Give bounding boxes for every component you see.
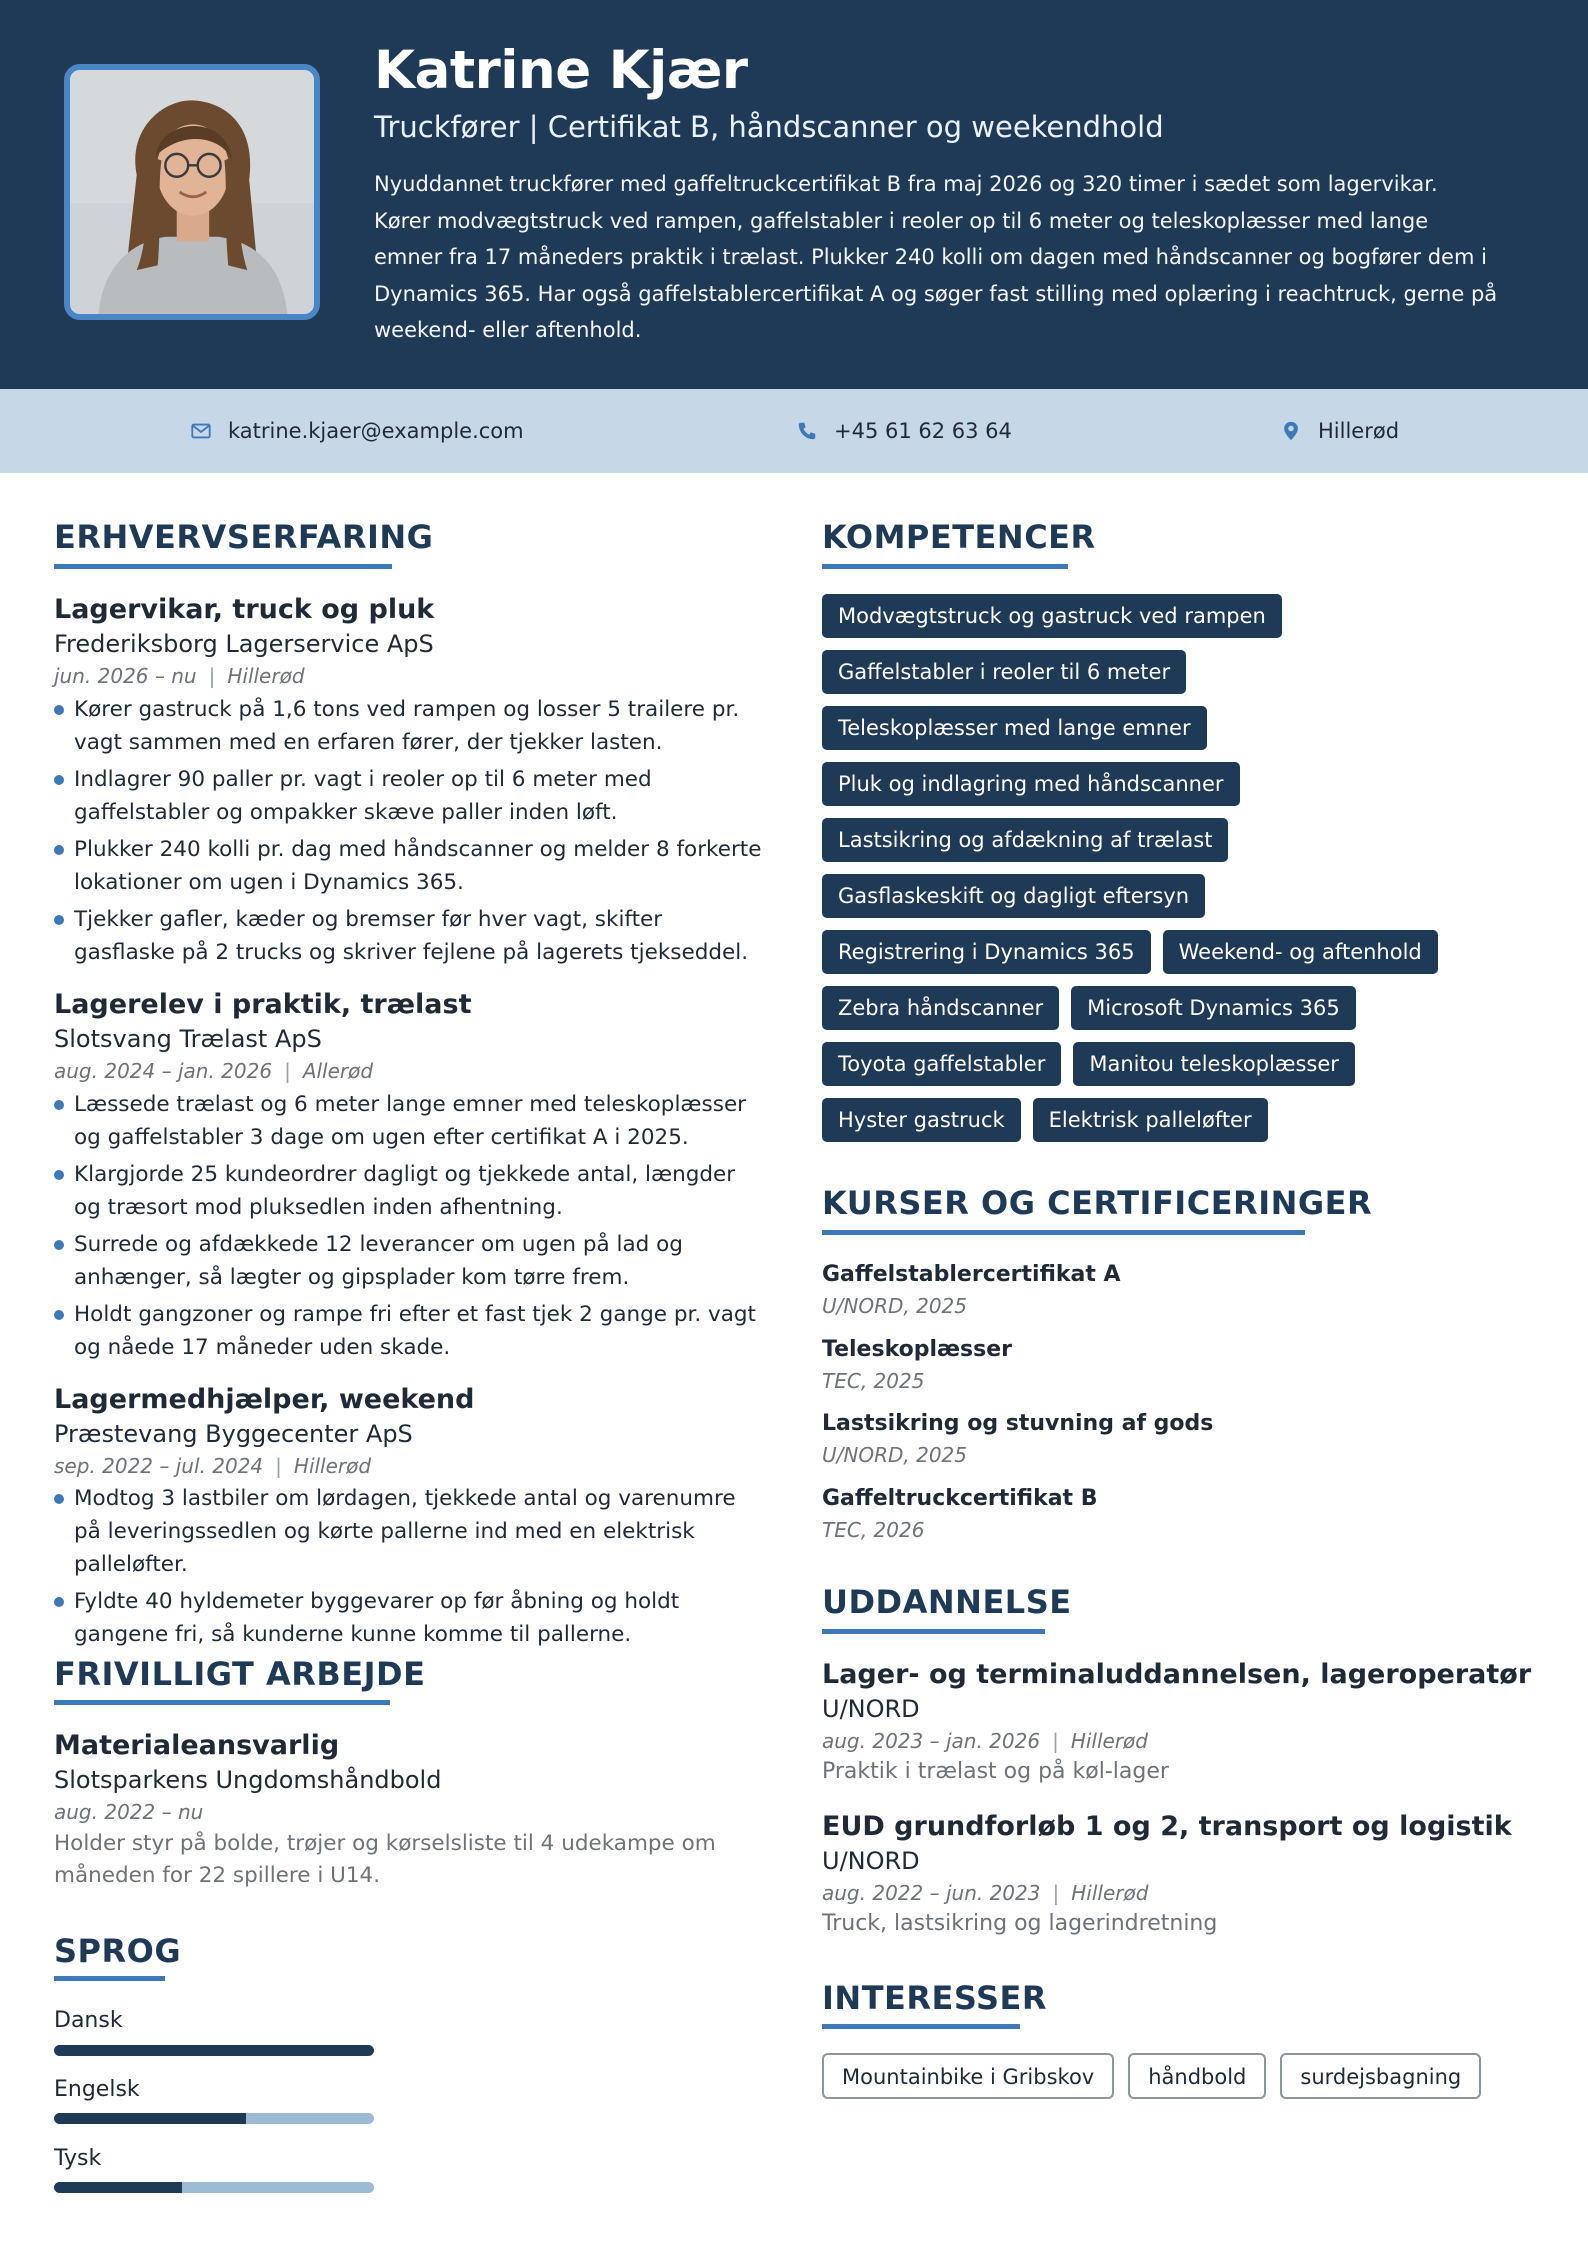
email-text: katrine.kjaer@example.com: [228, 419, 524, 443]
job-bullet: Læssede trælast og 6 meter lange emner med teleskoplæsser og gaffelstabler 3 dage om ugen efter certifikat A i 2025.: [54, 1088, 764, 1154]
skills-heading: KOMPETENCER: [822, 518, 1096, 556]
skill-chip: Teleskoplæsser med lange emner: [822, 706, 1207, 750]
course-provider: TEC, 2026: [822, 1518, 925, 1542]
skill-chip: Zebra håndscanner: [822, 986, 1059, 1030]
volunteer-heading-rule: [54, 1700, 390, 1705]
language-level-fill: [54, 2045, 374, 2056]
skill-chip: Gaffelstabler i reoler til 6 meter: [822, 650, 1186, 694]
volunteer-description: Holder styr på bolde, trøjer og kørselsliste til 4 udekampe om måneden for 22 spillere i U14.: [54, 1831, 716, 1888]
job-meta: [54, 1454, 371, 1478]
job-bullet: Holdt gangzoner og rampe fri efter et fast tjek 2 gange pr. vagt og nåede 17 måneder uden skade.: [54, 1298, 764, 1364]
language-level-fill: [54, 2113, 246, 2124]
interests-heading-rule: [822, 2024, 1020, 2029]
job-place: Hillerød: [227, 664, 305, 688]
volunteer-title: Materialeansvarlig: [54, 1730, 340, 1761]
job-bullet: Tjekker gafler, kæder og bremser før hver vagt, skifter gasflaske på 2 trucks og skriver fejlene på lagerets tjekseddel.: [54, 903, 764, 969]
profile-summary: Nyuddannet truckfører med gaffeltruckcertifikat B fra maj 2026 og 320 timer i sædet som lagervikar. Kører modvægtstruck ved rampen, gaffelstabler i reoler op til 6 meter og teleskoplæsser med lange emner fra 17 måneders praktik i trælast. Plukker 240 kolli om dagen med håndscanner og bogfører dem i Dynamics 365. Har også gaffelstablercertifikat A og søger fast stilling med oplæring i reachtruck, gerne på weekend- eller aftenhold.: [374, 172, 1498, 342]
skill-chip: Gasflaskeskift og dagligt eftersyn: [822, 874, 1205, 918]
contact-location: [1280, 389, 1399, 473]
candidate-headline: Truckfører | Certifikat B, håndscanner og weekendhold: [374, 110, 1164, 144]
interest-tag: surdejsbagning: [1280, 2053, 1481, 2099]
job-employer: Slotsvang Trælast ApS: [54, 1025, 322, 1053]
education-place: Hillerød: [1071, 1881, 1149, 1905]
phone-icon: [796, 420, 818, 442]
skill-chip: Hyster gastruck: [822, 1098, 1021, 1142]
header-banner: [0, 0, 1588, 389]
job-bullets: [54, 1088, 764, 1368]
skill-chip-list: [822, 594, 1522, 1142]
job-bullets: [54, 1482, 764, 1655]
skill-chip: Pluk og indlagring med håndscanner: [822, 762, 1240, 806]
language-level-bar: [54, 2045, 374, 2056]
courses-heading-rule: [822, 1230, 1305, 1235]
job-title: Lagerelev i praktik, trælast: [54, 989, 472, 1020]
candidate-name: Katrine Kjær: [374, 40, 748, 101]
course-name: Teleskoplæsser: [822, 1337, 1013, 1362]
courses-heading: KURSER OG CERTIFICERINGER: [822, 1184, 1373, 1222]
education-dates: aug. 2023 – jan. 2026: [822, 1729, 1041, 1753]
contact-phone[interactable]: [796, 389, 1012, 473]
education-title: Lager- og terminaluddannelsen, lageroperatør: [822, 1659, 1532, 1690]
course-provider: U/NORD, 2025: [822, 1294, 967, 1318]
education-school: U/NORD: [822, 1847, 920, 1875]
volunteer-heading: FRIVILLIGT ARBEJDE: [54, 1655, 426, 1693]
education-description: Truck, lastsikring og lagerindretning: [822, 1911, 1218, 1936]
job-dates: jun. 2026 – nu: [54, 664, 197, 688]
skill-chip: Registrering i Dynamics 365: [822, 930, 1151, 974]
skill-chip: Modvægtstruck og gastruck ved rampen: [822, 594, 1282, 638]
interest-tag: håndbold: [1128, 2053, 1266, 2099]
meta-separator: |: [275, 1454, 282, 1478]
skill-chip: Weekend- og aftenhold: [1163, 930, 1438, 974]
skill-chip: Microsoft Dynamics 365: [1071, 986, 1356, 1030]
education-title: EUD grundforløb 1 og 2, transport og logistik: [822, 1811, 1512, 1842]
job-title: Lagervikar, truck og pluk: [54, 594, 435, 625]
education-meta: [822, 1881, 1148, 1905]
skill-chip: Lastsikring og afdækning af trælast: [822, 818, 1228, 862]
job-bullet: Kører gastruck på 1,6 tons ved rampen og losser 5 trailere pr. vagt sammen med en erfaren fører, der tjekker lasten.: [54, 693, 764, 759]
job-meta: [54, 1059, 373, 1083]
volunteer-org: Slotsparkens Ungdomshåndbold: [54, 1766, 442, 1794]
skill-chip: Elektrisk palleløfter: [1033, 1098, 1268, 1142]
contact-bar: [0, 389, 1588, 473]
meta-separator: |: [1052, 1729, 1059, 1753]
meta-separator: |: [284, 1059, 291, 1083]
language-level-bar: [54, 2182, 374, 2193]
course-name: Gaffeltruckcertifikat B: [822, 1486, 1098, 1511]
volunteer-dates: aug. 2022 – nu: [54, 1800, 204, 1824]
job-place: Allerød: [302, 1059, 374, 1083]
course-name: Gaffelstablercertifikat A: [822, 1262, 1121, 1287]
experience-heading-rule: [54, 564, 392, 569]
location-text: Hillerød: [1318, 419, 1400, 443]
course-provider: TEC, 2025: [822, 1369, 925, 1393]
location-pin-icon: [1280, 420, 1302, 442]
languages-heading: SPROG: [54, 1932, 182, 1970]
job-dates: aug. 2024 – jan. 2026: [54, 1059, 273, 1083]
profile-photo-image: [70, 70, 314, 314]
job-place: Hillerød: [293, 1454, 372, 1478]
education-dates: aug. 2022 – jun. 2023: [822, 1881, 1041, 1905]
job-bullet: Klargjorde 25 kundeordrer dagligt og tjekkede antal, længder og træsort mod pluksedlen inden afhentning.: [54, 1158, 764, 1224]
meta-separator: |: [1052, 1881, 1060, 1905]
language-level-fill: [54, 2182, 182, 2193]
job-bullet: Indlagrer 90 paller pr. vagt i reoler op til 6 meter med gaffelstabler og ompakker skæve paller inden løft.: [54, 763, 764, 829]
language-name: Engelsk: [54, 2077, 140, 2102]
job-title: Lagermedhjælper, weekend: [54, 1384, 475, 1415]
education-meta: [822, 1729, 1148, 1753]
education-school: U/NORD: [822, 1695, 920, 1723]
education-heading-rule: [822, 1629, 1045, 1634]
education-heading: UDDANNELSE: [822, 1583, 1072, 1621]
job-meta: [54, 664, 305, 688]
phone-text: +45 61 62 63 64: [834, 419, 1012, 443]
job-bullet: Modtog 3 lastbiler om lørdagen, tjekkede antal og varenumre på leveringssedlen og kørte pallerne ind med en elektrisk palleløfter.: [54, 1482, 764, 1581]
course-provider: U/NORD, 2025: [822, 1443, 967, 1467]
job-employer: Præstevang Byggecenter ApS: [54, 1420, 413, 1448]
profile-photo: [64, 64, 320, 320]
job-dates: sep. 2022 – jul. 2024: [54, 1454, 264, 1478]
job-employer: Frederiksborg Lagerservice ApS: [54, 630, 434, 658]
education-description: Praktik i trælast og på køl-lager: [822, 1759, 1169, 1784]
language-name: Tysk: [54, 2146, 102, 2171]
interest-list: [822, 2053, 1481, 2099]
languages-heading-rule: [54, 1976, 165, 1981]
language-level-bar: [54, 2113, 374, 2124]
job-bullet: Fyldte 40 hyldemeter byggevarer op før åbning og holdt gangene fri, så kunderne kunne komme til pallerne.: [54, 1585, 764, 1651]
mail-icon: [190, 420, 212, 442]
contact-email[interactable]: [190, 389, 524, 473]
interest-tag: Mountainbike i Gribskov: [822, 2053, 1114, 2099]
skills-heading-rule: [822, 564, 1068, 569]
job-bullet: Plukker 240 kolli pr. dag med håndscanner og melder 8 forkerte lokationer om ugen i Dynamics 365.: [54, 833, 764, 899]
language-name: Dansk: [54, 2008, 123, 2033]
education-place: Hillerød: [1070, 1729, 1148, 1753]
skill-chip: Manitou teleskoplæsser: [1073, 1042, 1355, 1086]
experience-heading: ERHVERVSERFARING: [54, 518, 434, 556]
course-name: Lastsikring og stuvning af gods: [822, 1411, 1214, 1436]
interests-heading: INTERESSER: [822, 1979, 1048, 2017]
job-bullet: Surrede og afdækkede 12 leverancer om ugen på lad og anhænger, så lægter og gipsplader kom tørre frem.: [54, 1228, 764, 1294]
meta-separator: |: [208, 664, 216, 688]
skill-chip: Toyota gaffelstabler: [822, 1042, 1061, 1086]
job-bullets: [54, 693, 764, 973]
